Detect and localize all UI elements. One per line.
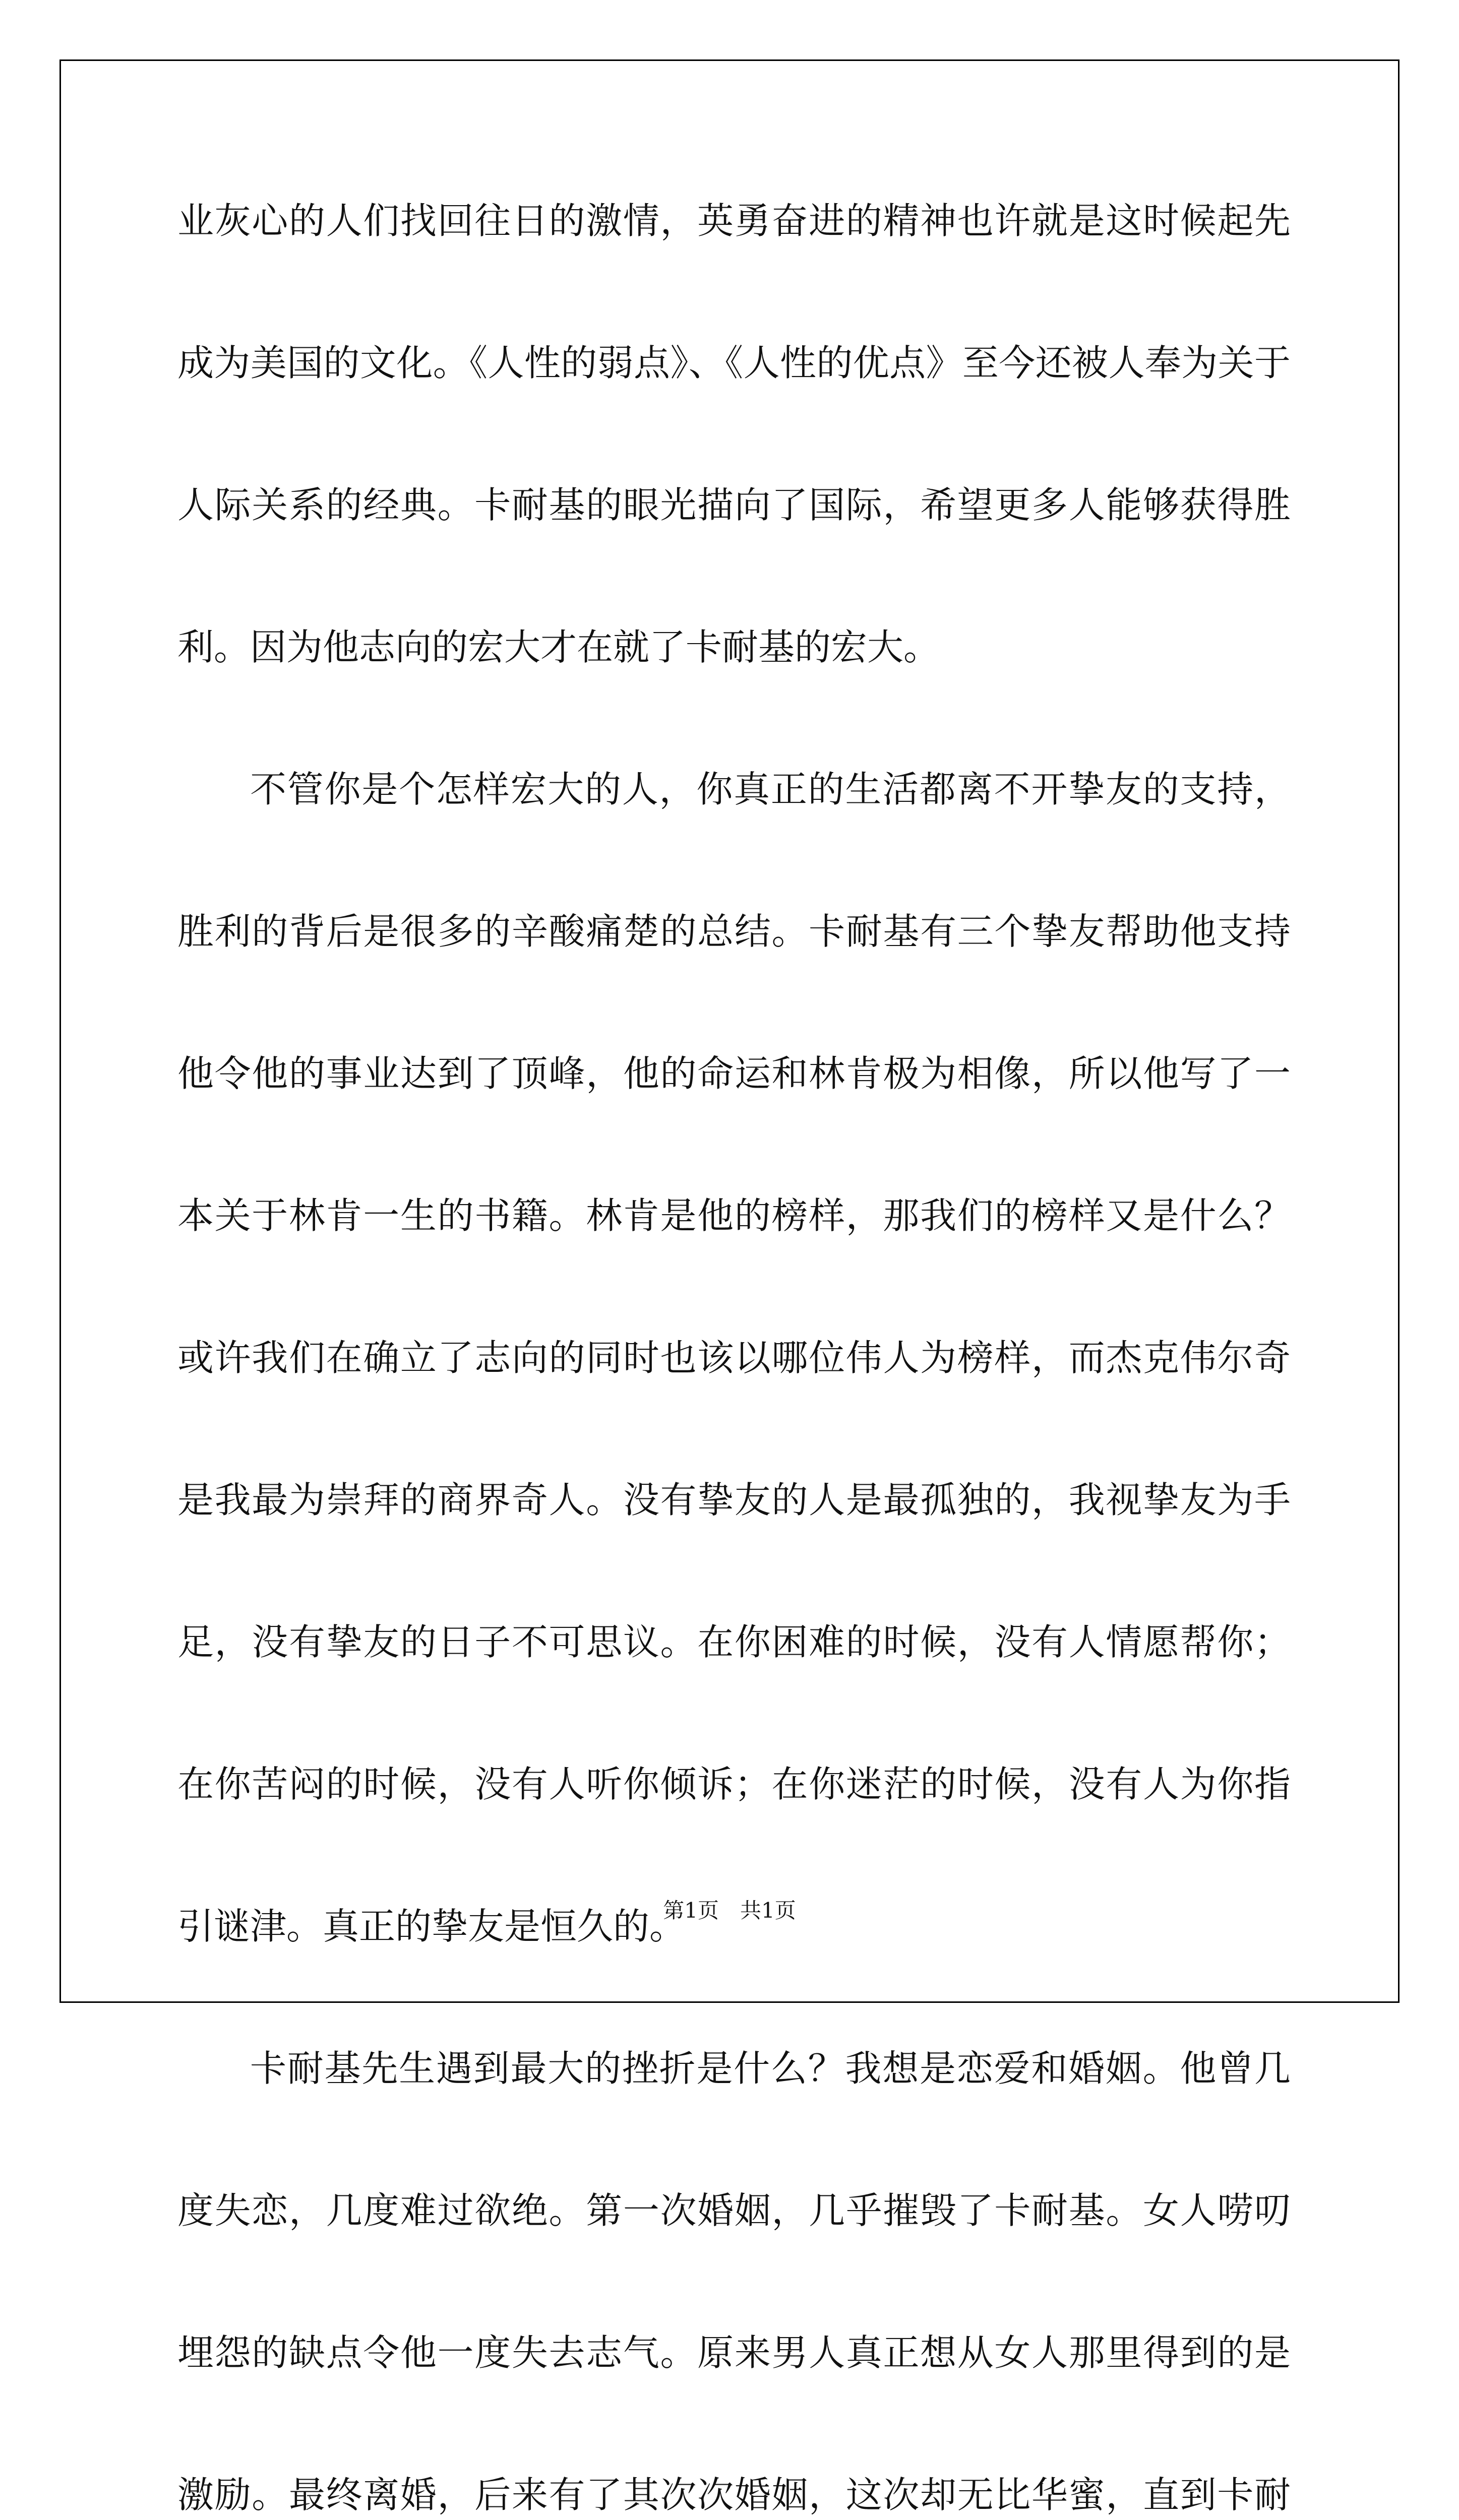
text-line: 或许我们在确立了志向的同时也该以哪位伟人为榜样，而杰克伟尔奇: [177, 1337, 1291, 1379]
text-line: 是我最为崇拜的商界奇人。没有挚友的人是最孤独的，我视挚友为手: [177, 1479, 1291, 1521]
text-line: 足，没有挚友的日子不可思议。在你困难的时候，没有人情愿帮你；: [177, 1621, 1291, 1663]
text-line: 利。因为他志向的宏大才在就了卡耐基的宏大。: [177, 626, 940, 668]
text-line: 他令他的事业达到了顶峰，他的命运和林肯极为相像，所以他写了一: [177, 1052, 1291, 1095]
text-line: 在你苦闷的时候，没有人听你倾诉；在你迷茫的时候，没有人为你指: [177, 1763, 1291, 1805]
text-line: 卡耐基先生遇到最大的挫折是什么？我想是恋爱和婚姻。他曾几: [250, 2047, 1291, 2090]
text-line: 度失恋，几度难过欲绝。第一次婚姻，几乎摧毁了卡耐基。女人唠叨: [177, 2189, 1291, 2232]
text-line: 不管你是个怎样宏大的人，你真正的生活都离不开挚友的支持，: [250, 768, 1291, 810]
text-line: 业灰心的人们找回往日的激情，英勇奋进的精神也许就是这时候起先: [177, 200, 1291, 242]
text-line: 人际关系的经典。卡耐基的眼光描向了国际，希望更多人能够获得胜: [177, 484, 1291, 526]
document-body: [177, 197, 1291, 2520]
text-line: 胜利的背后是很多的辛酸痛楚的总结。卡耐基有三个挚友帮助他支持: [177, 910, 1291, 953]
page-number: 第1页 共1页: [663, 1898, 796, 1923]
text-line: 引谜津。真正的挚友是恒久的。: [177, 1905, 686, 1947]
text-line: 成为美国的文化。《人性的弱点》、《人性的优点》至今还被人奉为关于: [177, 342, 1291, 384]
page-footer: [0, 1894, 1459, 1924]
text-line: 本关于林肯一生的书籍。林肯是他的榜样，那我们的榜样又是什么？: [177, 1194, 1291, 1237]
text-line: 激励。最终离婚，后来有了其次次婚姻，这次却无比华蜜，直到卡耐: [177, 2474, 1291, 2516]
text-line: 埋怨的缺点令他一度失去志气。原来男人真正想从女人那里得到的是: [177, 2332, 1291, 2374]
